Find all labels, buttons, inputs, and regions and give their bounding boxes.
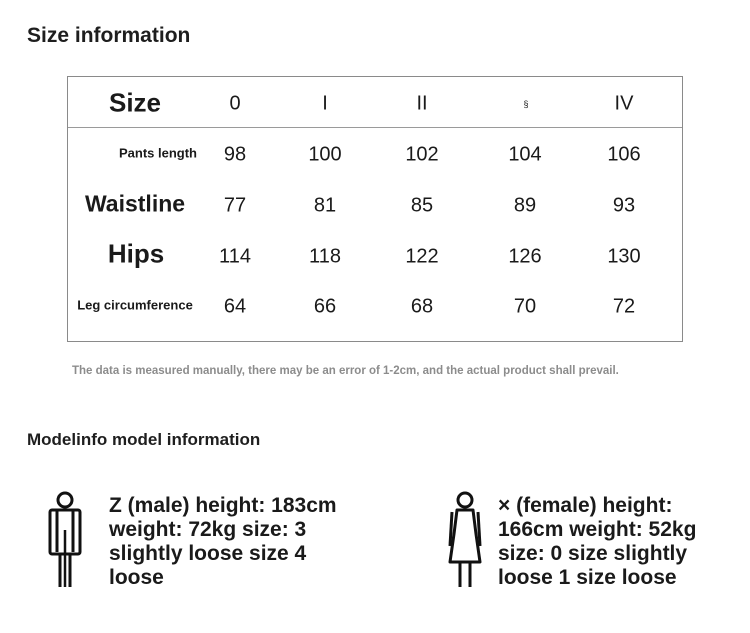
- male-info-line: Z (male) height: 183cm: [109, 494, 337, 517]
- table-cell: 100: [308, 143, 342, 166]
- male-model-info: [109, 494, 337, 590]
- table-cell: 68: [410, 295, 434, 318]
- table-cell: 130: [607, 245, 641, 268]
- size-table: [67, 76, 683, 342]
- table-cell: 77: [223, 194, 247, 217]
- table-cell: 122: [405, 245, 439, 268]
- row-label-hips: Hips: [107, 238, 165, 269]
- header-divider: [68, 127, 682, 128]
- table-cell: 118: [309, 245, 341, 268]
- female-info-line: 166cm weight: 52kg: [498, 518, 697, 541]
- table-cell: 72: [612, 295, 636, 318]
- row-label-pants-length: Pants length: [118, 145, 198, 161]
- size-col-4: IV: [614, 92, 634, 115]
- size-col-1: I: [322, 92, 328, 115]
- measurement-note: The data is measured manually, there may be an error of 1-2cm, and the actual product shall prevail.: [72, 365, 619, 377]
- table-cell: 64: [223, 295, 247, 318]
- table-cell: 102: [405, 143, 439, 166]
- size-col-2: II: [416, 92, 428, 115]
- table-cell: 70: [513, 295, 537, 318]
- row-label-waistline: Waistline: [84, 190, 186, 217]
- table-cell: 89: [513, 194, 537, 217]
- table-cell: 66: [313, 295, 337, 318]
- table-cell: 114: [219, 245, 251, 268]
- female-model-info: [498, 494, 696, 590]
- row-label-leg-circumference: Leg circumference: [77, 297, 193, 313]
- table-cell: 106: [607, 143, 641, 166]
- female-info-line: loose 1 size loose: [498, 566, 677, 589]
- female-figure-icon: [444, 490, 486, 590]
- table-cell: 98: [223, 143, 247, 166]
- female-info-line: × (female) height:: [498, 494, 673, 517]
- size-col-0: 0: [229, 92, 241, 115]
- table-cell: 93: [612, 194, 636, 217]
- table-cell: 81: [313, 194, 337, 217]
- model-section-title: Modelinfo model information: [27, 430, 261, 449]
- male-figure-icon: [44, 490, 86, 590]
- table-cell: 126: [508, 245, 542, 268]
- page-title: Size information: [27, 24, 191, 47]
- table-cell: 104: [508, 143, 542, 166]
- female-info-line: size: 0 size slightly: [498, 542, 688, 565]
- male-info-line: slightly loose size 4: [109, 542, 307, 565]
- table-cell: 85: [410, 194, 434, 217]
- size-header-label: Size: [108, 87, 162, 118]
- male-info-line: loose: [109, 566, 164, 589]
- male-info-line: weight: 72kg size: 3: [109, 518, 307, 541]
- size-col-3: §: [521, 99, 531, 109]
